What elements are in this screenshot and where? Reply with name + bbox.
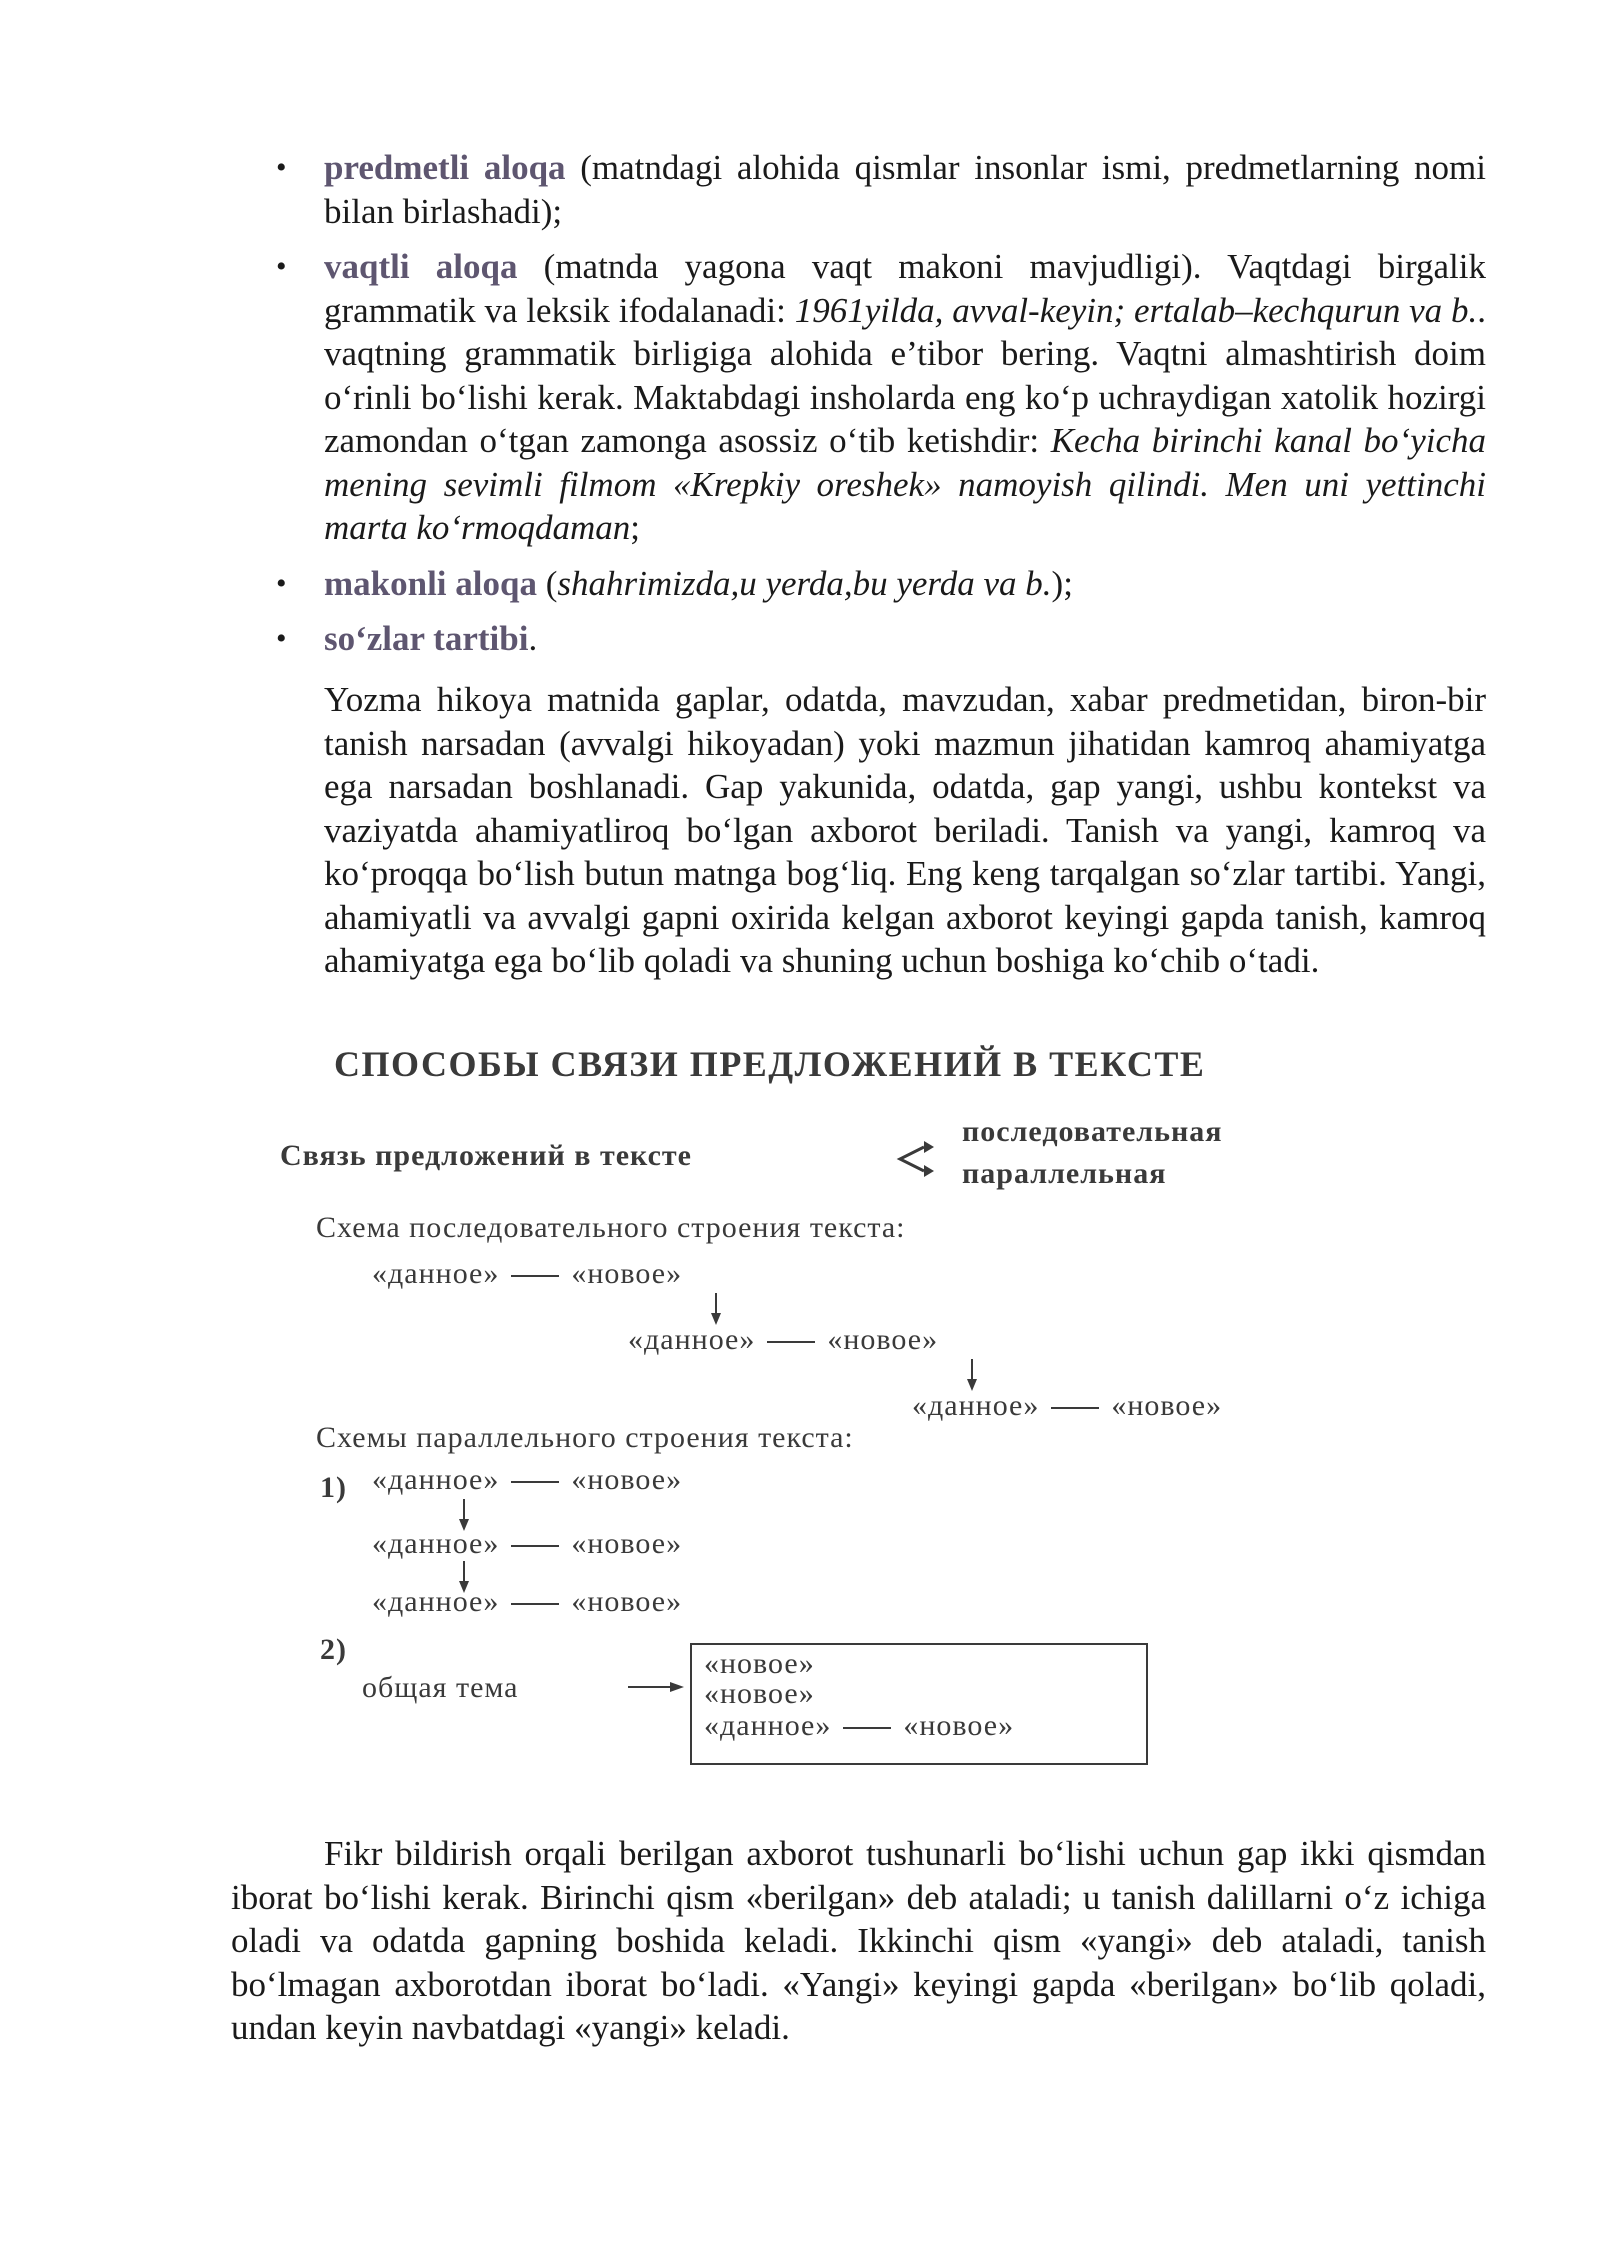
paragraph: Yozma hikoya matnida gaplar, odatda, mavzudan, xabar predmetidan, biron-bir tanish narsadan (avvalgi hikoyadan) yoki mazmun jihatidan kamroq ahamiyatga ega narsadan boshlanadi. Gap yakunida, odatda, gap yangi, ushbu kontekst va vaziyatda ahamiyatliroq bo‘lgan axborot beriladi. Tanish va yangi, kamroq va ko‘proqqa bo‘lish butun matnga bog‘liq. Eng keng tarqalgan so‘zlar tartibi. Yangi, ahamiyatli va avvalgi gapni oxirida kelgan axborot keyingi gapda tanish, kamroq ahamiyatga ega bo‘lib qoladi va shuning uchun boshiga ko‘chib o‘tadi. [324, 680, 1486, 980]
given-label: «данное» [372, 1463, 500, 1496]
item-text: ( [536, 563, 558, 603]
list-item [272, 562, 1486, 606]
example-text: Kecha birinchi kanal bo‘yicha mening sevimli filmom «Krepkiy oreshek» namoyish qilindi. Men uni yettinchi marta ko‘rmoqdaman [324, 421, 1486, 547]
new-label: «новое» [903, 1709, 1015, 1742]
arrow-head [670, 1682, 684, 1692]
item-text: ; [630, 508, 640, 547]
paragraph: Fikr bildirish orqali berilgan axborot tushunarli bo‘lishi uchun gap ikki qismdan iborat bo‘lishi kerak. Birinchi qism «berilgan» deb ataladi; u tanish dalillarni o‘z ichiga oladi va odatda gapning boshida keladi. Ikkinchi qism «yangi» deb ataladi, tanish bo‘lmagan axborotdan iborat bo‘ladi. «Yangi» keyingi gapda «berilgan» bo‘lib qoladi, undan keyin navbatdagi «yangi» keladi. [231, 1834, 1486, 2047]
list-item [272, 245, 1486, 550]
new-label: «новое» [704, 1647, 815, 1680]
dash [511, 1545, 559, 1547]
new-label: «новое» [827, 1323, 939, 1356]
given-new-pair [704, 1709, 1014, 1743]
given-label: «данное» [372, 1257, 500, 1290]
given-new-pair [628, 1323, 938, 1357]
new-label: «новое» [704, 1677, 815, 1710]
dash [1051, 1407, 1099, 1409]
link-label: Связь предложений в тексте [280, 1139, 692, 1172]
given-new-pair [372, 1463, 682, 1497]
arrow-head [924, 1165, 934, 1177]
given-label: «данное» [704, 1709, 832, 1742]
type-sequential: последовательная [962, 1115, 1223, 1148]
parallel-heading: Схемы параллельного строения текста: [316, 1421, 854, 1454]
given-label: «данное» [372, 1585, 500, 1618]
new-label: «новое» [571, 1463, 683, 1496]
given-label: «данное» [372, 1527, 500, 1560]
new-label: «новое» [571, 1527, 683, 1560]
type-parallel: параллельная [962, 1157, 1167, 1190]
example-text: shahrimizda,u yerda,bu yerda va b. [557, 563, 1052, 603]
dash [843, 1727, 891, 1729]
dash [511, 1275, 559, 1277]
common-theme-label: общая тема [362, 1671, 519, 1704]
diagram-title: СПОСОБЫ СВЯЗИ ПРЕДЛОЖЕНИЙ В ТЕКСТЕ [334, 1044, 1206, 1084]
given-new-pair [372, 1527, 682, 1561]
item-text: (matndagi alohida qismlar insonlar ismi, predmetlarning nomi bilan birlashadi); [324, 148, 1486, 231]
dash [767, 1341, 815, 1343]
item-text: . [528, 619, 538, 658]
term: makonli aloqa [324, 563, 537, 603]
given-label: «данное» [628, 1323, 756, 1356]
given-new-pair [912, 1389, 1222, 1423]
arrow-head [924, 1141, 934, 1153]
list-item [272, 146, 1486, 233]
new-label: «новое» [571, 1585, 683, 1618]
dash [511, 1481, 559, 1483]
item-text: (matnda yagona vaqt makoni mavjudligi). Vaqtdagi birgalik grammatik va leksik ifodalanadi: [324, 247, 1486, 330]
bullet-list [272, 146, 1486, 673]
given-label: «данное» [912, 1389, 1040, 1422]
sequential-heading: Схема последовательного строения текста: [316, 1211, 906, 1244]
sentence-linking-diagram [272, 1035, 1372, 1795]
scheme-number: 1) [320, 1471, 347, 1504]
term: so‘zlar tartibi [324, 619, 529, 658]
given-new-pair [372, 1257, 682, 1291]
term: predmetli aloqa [324, 148, 566, 187]
branch-arrow [900, 1147, 924, 1171]
item-text: ); [1051, 563, 1073, 603]
dash [511, 1603, 559, 1605]
given-new-pair [372, 1585, 682, 1619]
list-item [272, 617, 1486, 661]
example-text: 1961yilda, avval-keyin; ertalab–kechqurun va b. [794, 290, 1478, 330]
new-label: «новое» [571, 1257, 683, 1290]
item-text: . vaqtning grammatik birligiga alohida e’tibor bering. Vaqtni almashtirish doim o‘rinli bo‘lishi kerak. Maktabdagi insholarda eng ko‘p uchraydigan xatolik hozirgi zamondan o‘tgan zamonga asossiz o‘tib ketishdir: [324, 290, 1487, 460]
scheme-number: 2) [320, 1633, 347, 1666]
term: vaqtli aloqa [324, 247, 518, 286]
new-label: «новое» [1111, 1389, 1223, 1422]
